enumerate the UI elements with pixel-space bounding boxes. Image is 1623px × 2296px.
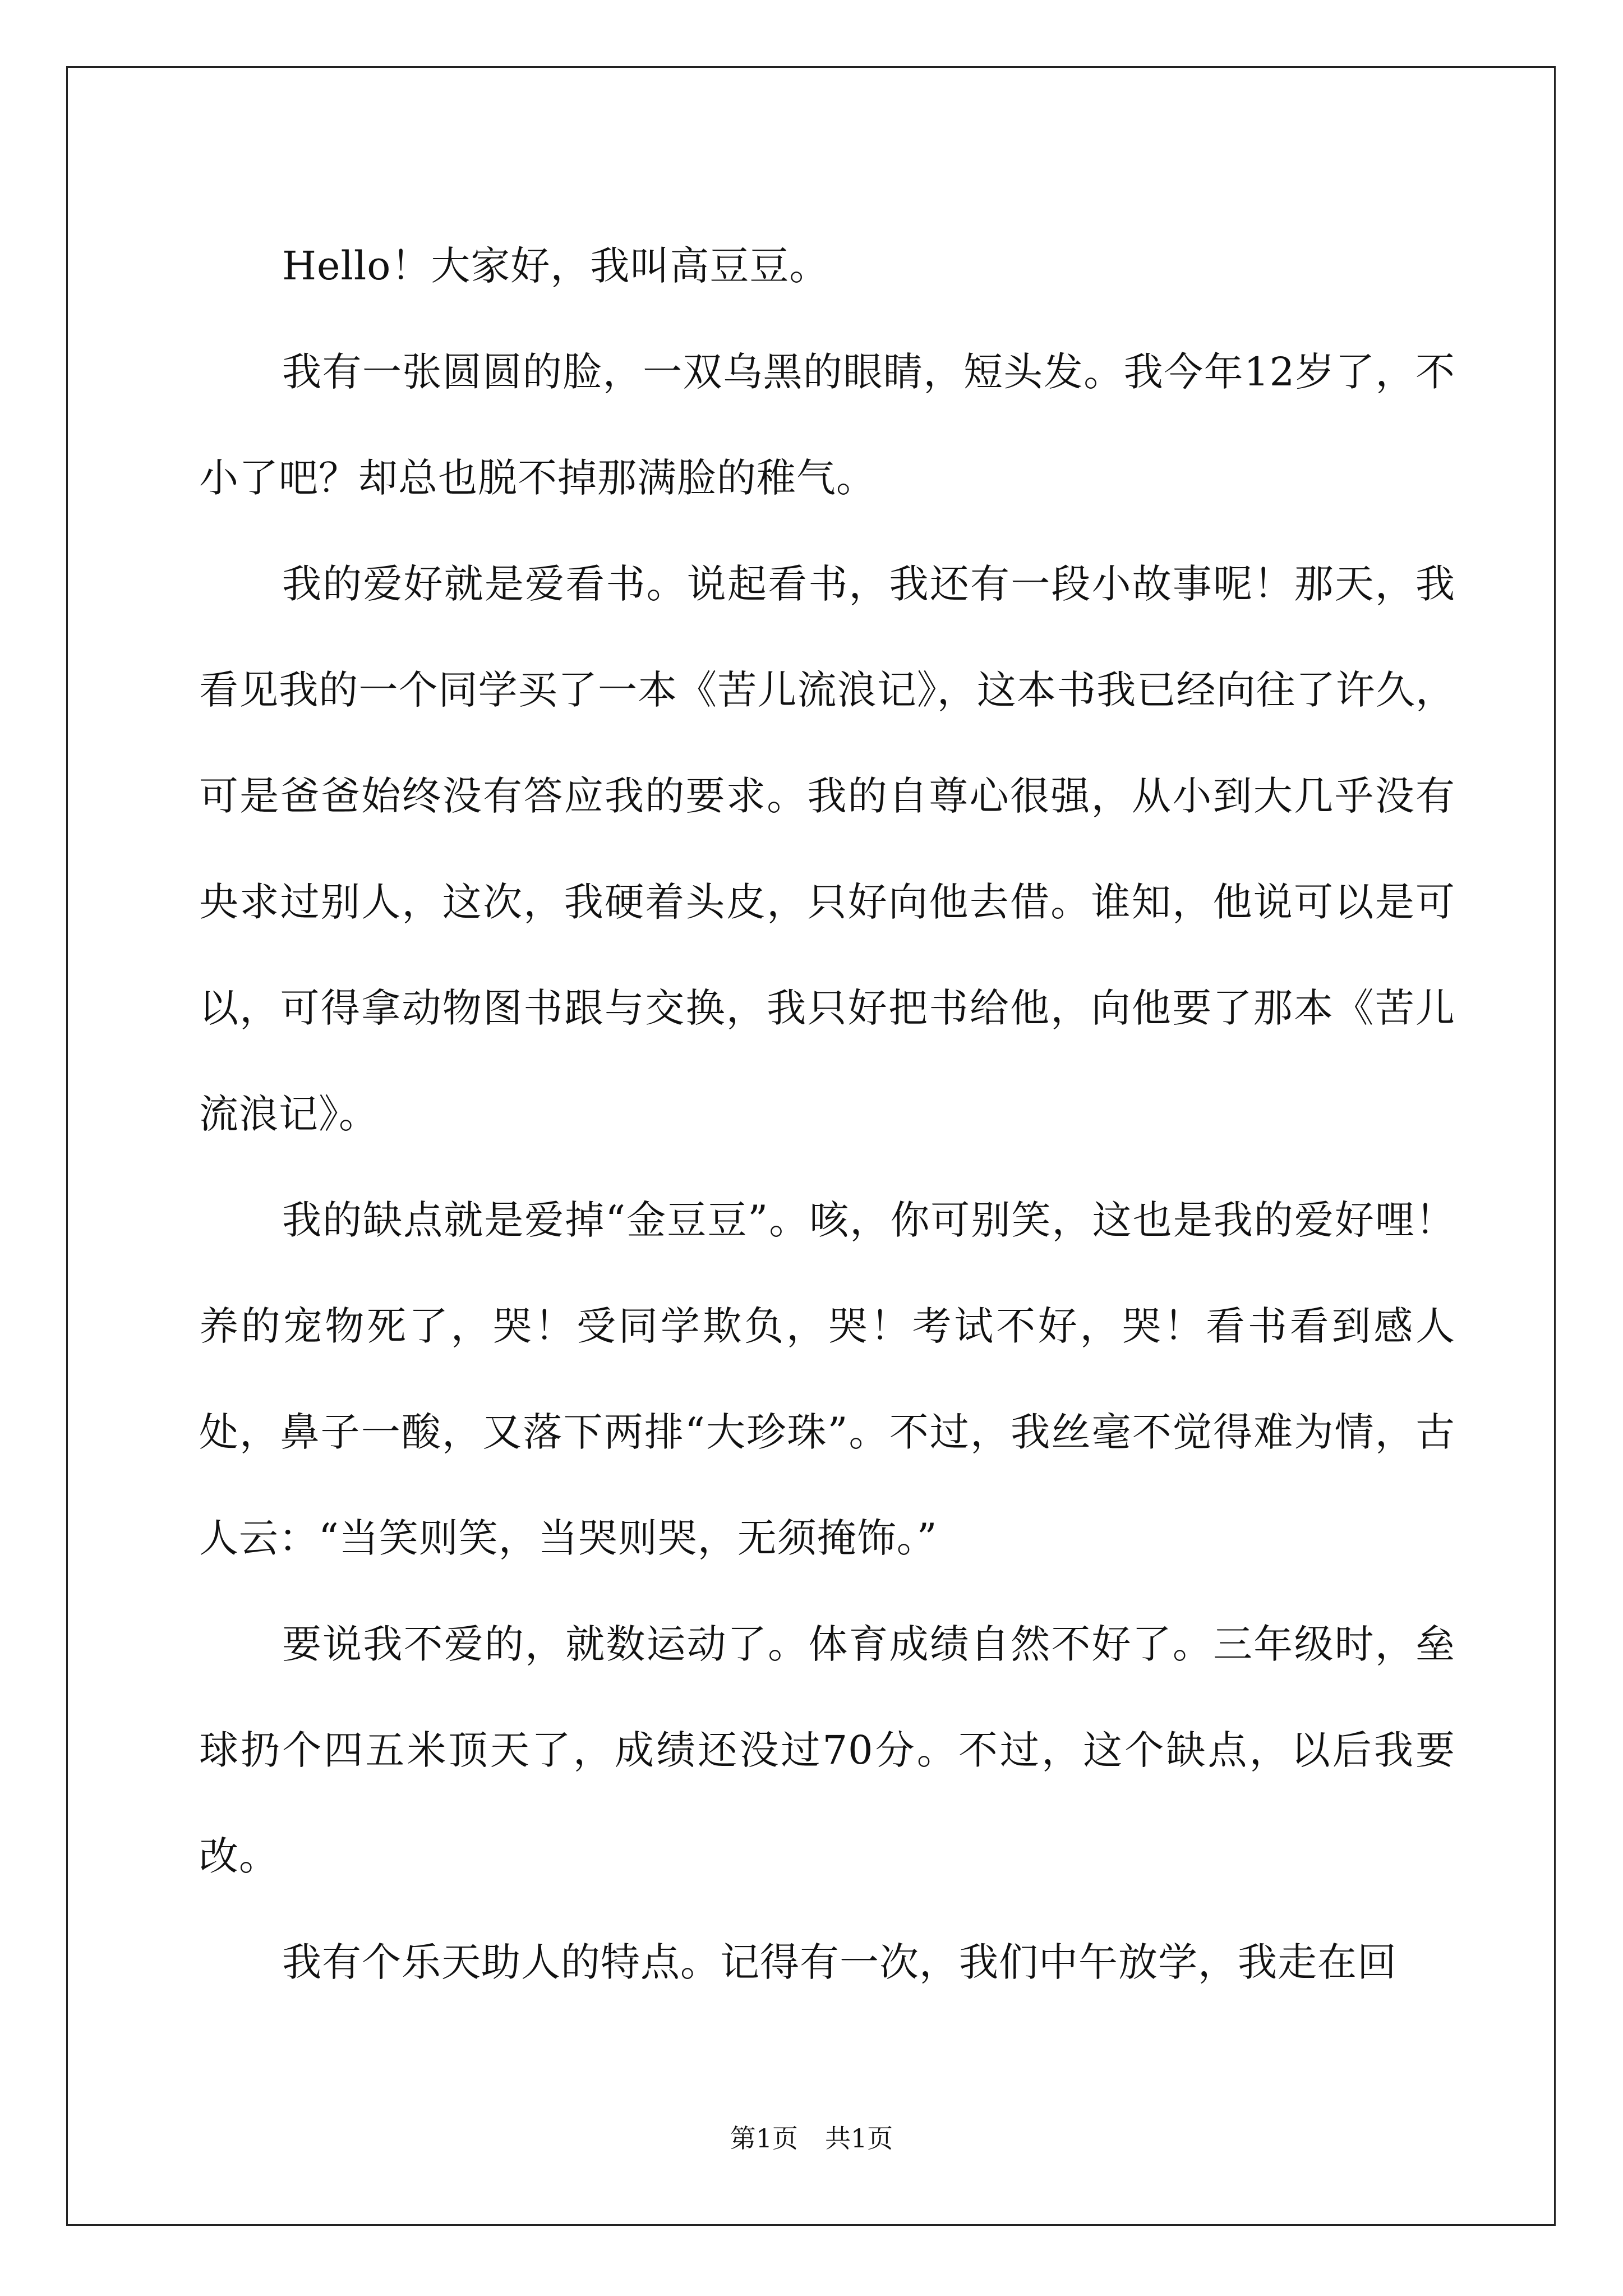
paragraph-sports: 要说我不爱的，就数运动了。体育成绩自然不好了。三年级时，垒球扔个四五米顶天了，成绩还没过70分。不过，这个缺点，以后我要改。 bbox=[199, 1621, 1455, 1879]
document-body bbox=[199, 213, 1455, 2016]
page-count: 共1页 bbox=[825, 2123, 893, 2154]
page-number: 第1页 bbox=[730, 2123, 798, 2154]
paragraph-greeting: Hello！大家好，我叫高豆豆。 bbox=[282, 243, 829, 289]
page-footer bbox=[0, 2122, 1623, 2155]
paragraph-crying: 我的缺点就是爱掉“金豆豆”。咳，你可别笑，这也是我的爱好哩！养的宠物死了，哭！受同学欺负，哭！考试不好，哭！看书看到感人处，鼻子一酸，又落下两排“大珍珠”。不过，我丝毫不觉得难为情，古人云：“当笑则笑，当哭则哭，无须掩饰。” bbox=[199, 1197, 1455, 1561]
paragraph-appearance: 我有一张圆圆的脸，一双乌黑的眼睛，短头发。我今年12岁了，不小了吧？却总也脱不掉那满脸的稚气。 bbox=[199, 349, 1455, 501]
paragraph-helping: 我有个乐天助人的特点。记得有一次，我们中午放学，我走在回 bbox=[282, 1939, 1397, 1985]
paragraph-hobby-reading: 我的爱好就是爱看书。说起看书，我还有一段小故事呢！那天，我看见我的一个同学买了一本《苦儿流浪记》，这本书我已经向往了许久，可是爸爸始终没有答应我的要求。我的自尊心很强，从小到大几乎没有央求过别人，这次，我硬着头皮，只好向他去借。谁知，他说可以是可以，可得拿动物图书跟与交换，我只好把书给他，向他要了那本《苦儿流浪记》。 bbox=[199, 561, 1455, 1137]
